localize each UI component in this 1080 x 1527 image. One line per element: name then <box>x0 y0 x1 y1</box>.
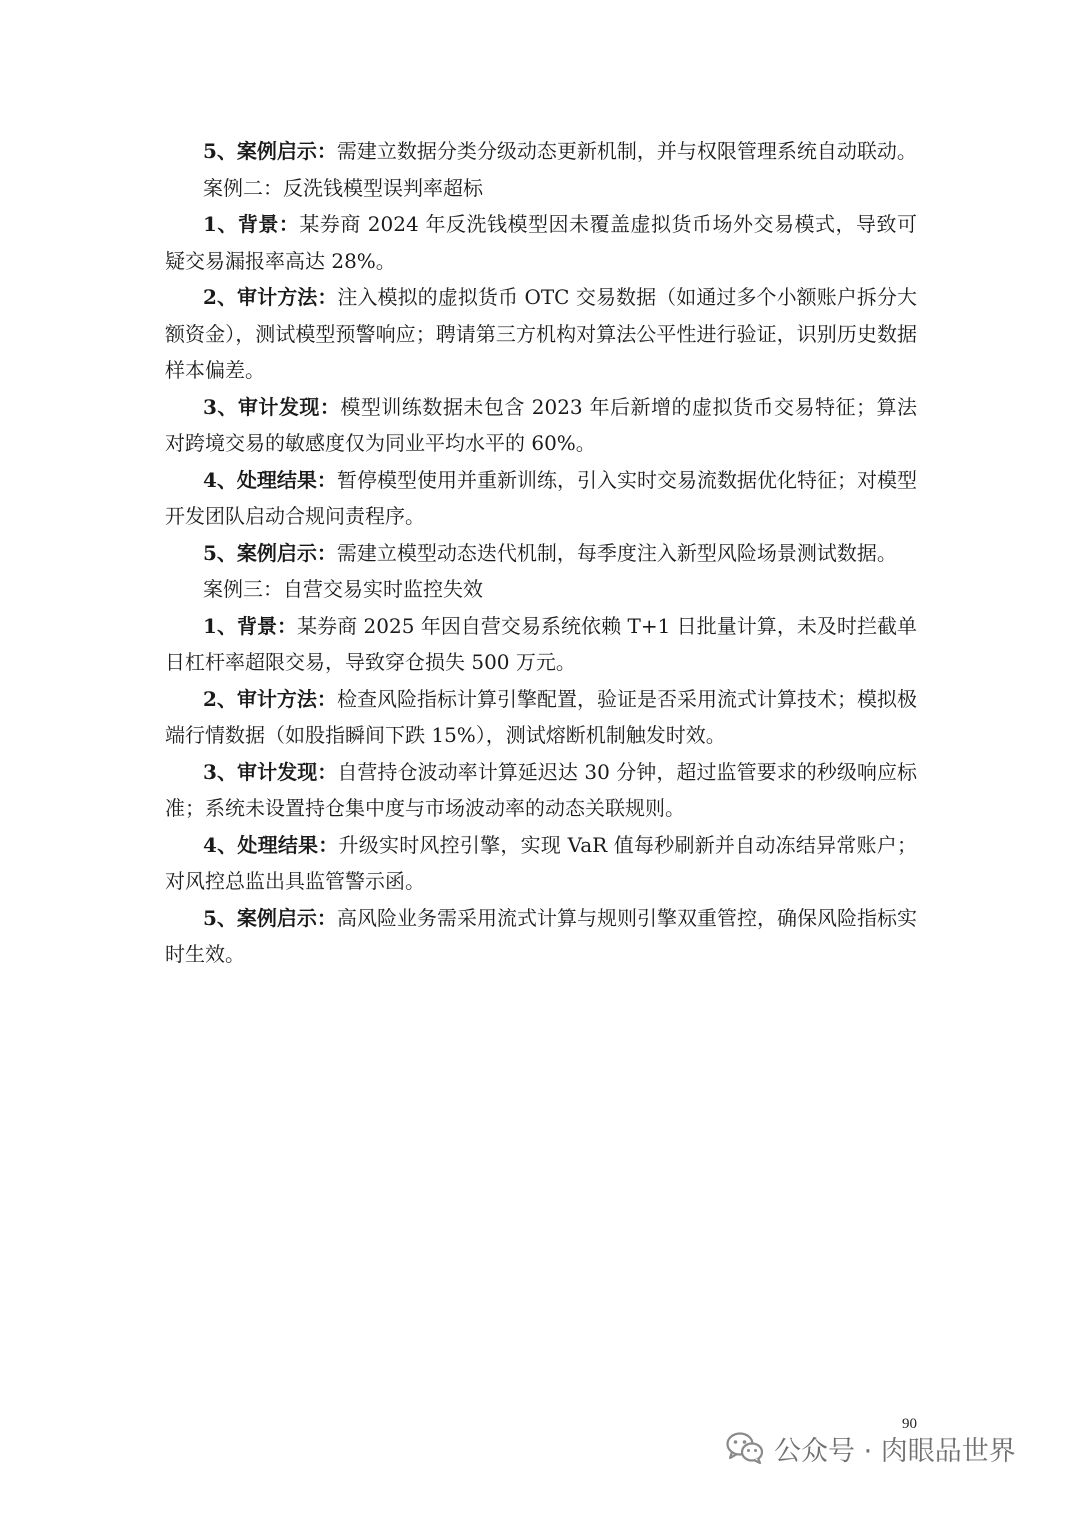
paragraph-label: 3、审计发现： <box>203 759 338 784</box>
paragraph <box>165 206 917 279</box>
paragraph <box>165 608 917 681</box>
paragraph-text: 模型训练数据未包含 2023 年后新增的虚拟货币交易特征；算法对跨境交易的敏感度仅为同业平均水平的 60%。 <box>165 394 917 455</box>
paragraph-label: 3、审计发现： <box>203 394 341 419</box>
case-heading: 案例二：反洗钱模型误判率超标 <box>203 175 483 200</box>
paragraph <box>165 279 917 389</box>
paragraph-label: 4、处理结果： <box>203 467 337 492</box>
document-body <box>165 133 917 973</box>
paragraph-label: 5、案例启示： <box>203 540 337 565</box>
watermark <box>726 1428 1016 1468</box>
paragraph <box>165 462 917 535</box>
paragraph <box>165 389 917 462</box>
paragraph-text: 自营持仓波动率计算延迟达 30 分钟，超过监管要求的秒级响应标准；系统未设置持仓集中度与市场波动率的动态关联规则。 <box>165 759 918 820</box>
paragraph-text: 暂停模型使用并重新训练，引入实时交易流数据优化特征；对模型开发团队启动合规问责程序。 <box>165 467 917 528</box>
paragraph <box>165 900 917 973</box>
paragraph-text: 高风险业务需采用流式计算与规则引擎双重管控，确保风险指标实时生效。 <box>165 905 917 966</box>
paragraph-label: 1、背景： <box>203 613 298 638</box>
paragraph-label: 2、审计方法： <box>203 686 337 711</box>
paragraph-label: 5、案例启示： <box>203 139 337 163</box>
paragraph-text: 某券商 2024 年反洗钱模型因未覆盖虚拟货币场外交易模式，导致可疑交易漏报率高达 28%。 <box>165 212 917 273</box>
case-heading: 案例三：自营交易实时监控失效 <box>203 577 483 601</box>
paragraph <box>165 681 917 754</box>
paragraph-label: 5、案例启示： <box>203 905 337 930</box>
paragraph <box>165 133 917 170</box>
page-number: 90 <box>902 1416 917 1432</box>
paragraph-text: 某券商 2025 年因自营交易系统依赖 T+1 日批量计算，未及时拦截单日杠杆率超限交易，导致穿仓损失 500 万元。 <box>165 613 917 674</box>
paragraph <box>165 535 917 572</box>
paragraph <box>165 754 917 827</box>
paragraph-text: 升级实时风控引擎，实现 VaR 值每秒刷新并自动冻结异常账户；对风控总监出具监管警示函。 <box>165 832 917 893</box>
wechat-icon <box>726 1432 764 1464</box>
paragraph-text: 需建立模型动态迭代机制，每季度注入新型风险场景测试数据。 <box>336 540 897 565</box>
watermark-text: 公众号 · 肉眼品世界 <box>774 1435 1016 1467</box>
paragraph <box>165 827 917 900</box>
paragraph-label: 1、背景： <box>203 212 300 236</box>
paragraph-label: 4、处理结果： <box>203 832 339 857</box>
paragraph-label: 2、审计方法： <box>203 285 338 309</box>
paragraph-text: 需建立数据分类分级动态更新机制，并与权限管理系统自动联动。 <box>336 139 917 163</box>
paragraph-text: 检查风险指标计算引擎配置，验证是否采用流式计算技术；模拟极端行情数据（如股指瞬间下跌 15%），测试熔断机制触发时效。 <box>165 686 917 747</box>
paragraph-text: 注入模拟的虚拟货币 OTC 交易数据（如通过多个小额账户拆分大额资金），测试模型预警响应；聘请第三方机构对算法公平性进行验证，识别历史数据样本偏差。 <box>165 285 917 382</box>
